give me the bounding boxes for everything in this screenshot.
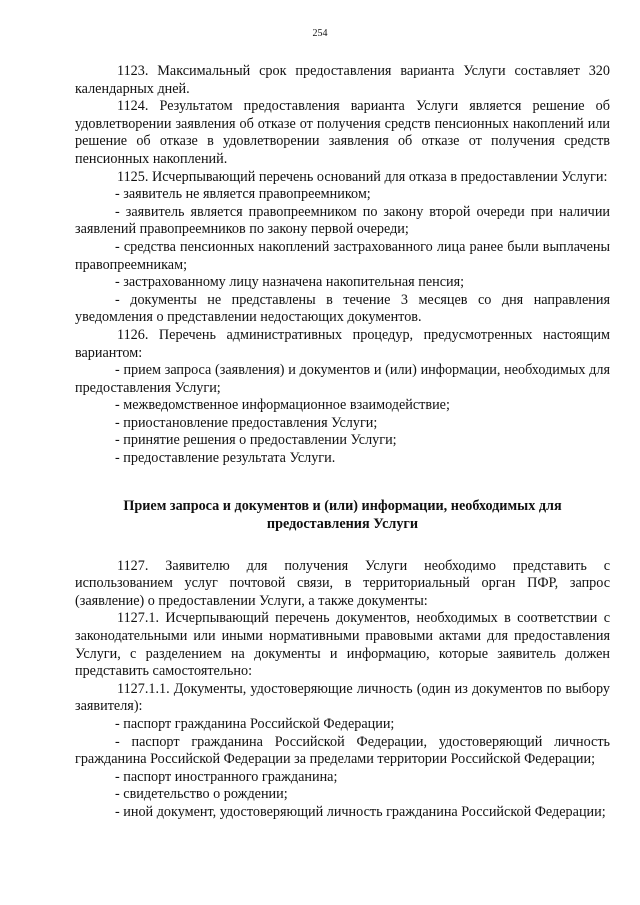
document-body xyxy=(75,63,610,822)
list-item: - предоставление результата Услуги. xyxy=(115,450,336,467)
list-item: - прием запроса (заявления) и документов и (или) информации, необходимых для предоставления Услуги; xyxy=(75,362,610,396)
list-item: - свидетельство о рождении; xyxy=(115,786,288,803)
list-item: - иной документ, удостоверяющий личность гражданина Российской Федерации; xyxy=(115,803,606,820)
page-number: 254 xyxy=(312,28,328,39)
paragraph-1127: 1127. Заявителю для получения Услуги необходимо представить с использованием услуг почтовой связи, в территориальный орган ПФР, запрос (заявление) о предоставлении Услуги, а также документы: xyxy=(75,557,610,609)
paragraph-1125: 1125. Исчерпывающий перечень оснований для отказа в предоставлении Услуги: xyxy=(117,168,608,185)
paragraph-1127-1-1: 1127.1.1. Документы, удостоверяющие личность (один из документов по выбору заявителя): xyxy=(75,680,610,715)
list-item: - средства пенсионных накоплений застрахованного лица ранее были выплачены правопреемникам; xyxy=(75,238,610,273)
list-item: - застрахованному лицу назначена накопительная пенсия; xyxy=(115,274,465,291)
list-item: - паспорт гражданина Российской Федерации; xyxy=(115,716,395,732)
paragraph-1126: 1126. Перечень административных процедур, предусмотренных настоящим вариантом: xyxy=(75,326,610,361)
list-item: - приостановление предоставления Услуги; xyxy=(115,414,378,431)
list-item: - паспорт гражданина Российской Федерации, удостоверяющий личность гражданина Российской Федерации за пределами территории Российской Федерации; xyxy=(75,733,610,768)
paragraph-1127-1: 1127.1. Исчерпывающий перечень документов, необходимых в соответствии с законодательными или иными нормативными правовыми актами для предоставления Услуги, с разделением на документы и информацию, которые заявитель должен представить самостоятельно: xyxy=(75,610,610,680)
list-item: - межведомственное информационное взаимодействие; xyxy=(115,397,450,414)
section-heading: Прием запроса и документов и (или) информации, необходимых для предоставления Услуги xyxy=(123,497,562,532)
list-item: - заявитель является правопреемником по закону второй очереди при наличии заявлений правопреемников по закону первой очереди; xyxy=(75,203,610,238)
list-item: - заявитель не является правопреемником; xyxy=(115,186,371,203)
paragraph-1124: 1124. Результатом предоставления варианта Услуги является решение об удовлетворении заявления об отказе от получения средств пенсионных накоплений или решение об отказе в удовлетворении заявления об отказе от получения средств пенсионных накоплений. xyxy=(75,98,610,167)
paragraph-1123: 1123. Максимальный срок предоставления варианта Услуги составляет 320 календарных дней. xyxy=(75,63,610,97)
list-item: - документы не представлены в течение 3 месяцев со дня направления уведомления о представлении недостающих документов. xyxy=(75,291,610,326)
list-item: - принятие решения о предоставлении Услуги; xyxy=(115,432,397,449)
list-item: - паспорт иностранного гражданина; xyxy=(115,768,338,785)
